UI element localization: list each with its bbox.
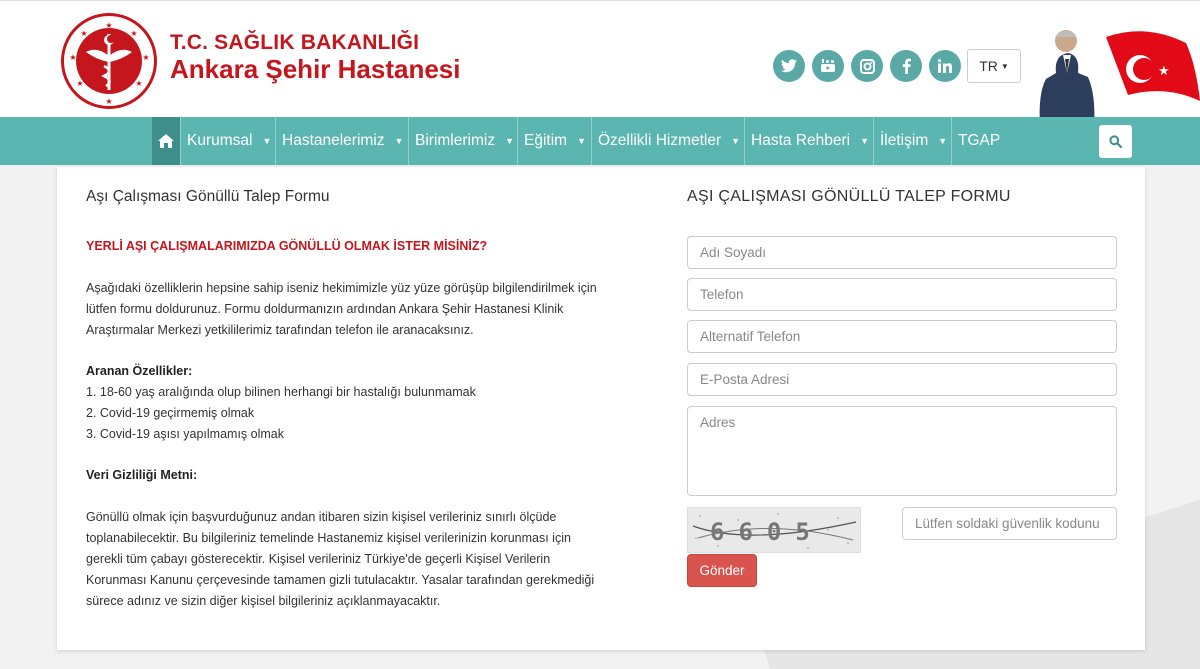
nav-item-label: İletişim	[880, 132, 929, 149]
captcha-field[interactable]	[902, 507, 1117, 540]
svg-text:★: ★	[105, 97, 113, 106]
twitter-icon[interactable]	[773, 50, 805, 82]
page-title: Aşı Çalışması Gönüllü Talep Formu	[86, 188, 330, 205]
nav-item-kurumsal[interactable]	[180, 117, 277, 165]
ministry-emblem-icon	[64, 16, 160, 112]
alt-phone-field[interactable]	[687, 320, 1117, 353]
svg-text:★: ★	[105, 21, 113, 30]
criteria-item: 3. Covid-19 aşısı yapılmamış olmak	[86, 427, 284, 441]
intro-paragraph	[86, 278, 616, 341]
search-button[interactable]	[1099, 125, 1132, 158]
criteria-item: 1. 18-60 yaş aralığında olup bilinen herhangi bir hastalığı bulunmamak	[86, 385, 476, 399]
svg-text:★: ★	[76, 79, 84, 88]
main-navigation	[0, 117, 1200, 165]
chevron-down-icon: ▼	[394, 136, 404, 146]
chevron-down-icon: ▼	[860, 136, 869, 146]
form-title: AŞI ÇALIŞMASI GÖNÜLLÜ TALEP FORMU	[687, 188, 1011, 205]
privacy-line: Gönüllü olmak için başvurduğunuz andan itibaren sizin kişisel verileriniz sınırlı ölçüde	[86, 510, 557, 524]
svg-text:★: ★	[142, 53, 150, 62]
nav-item-label: Birimlerimiz	[415, 132, 496, 149]
nav-item-hastanelerimiz[interactable]	[275, 117, 409, 165]
search-icon	[1109, 135, 1122, 148]
privacy-paragraph	[86, 507, 616, 612]
privacy-line: toplanabilecektir. Bu bilgileriniz temelinde Hastanemiz kişisel verilerinizin korunması için	[86, 531, 571, 545]
privacy-line: gerekli tüm çabayı gösterecektir. Kişisel verileriniz Türkiye'de geçerli Kişisel Verilerin	[86, 552, 551, 566]
criteria-heading: Aranan Özellikler:	[86, 364, 193, 378]
privacy-line: sürece adınız ve sizin diğer kişisel bilgileriniz açıklanmayacaktır.	[86, 594, 441, 608]
svg-text:★: ★	[80, 29, 88, 38]
name-field[interactable]	[687, 236, 1117, 269]
nav-item-hasta-rehberi[interactable]	[744, 117, 875, 165]
linkedin-icon[interactable]	[929, 50, 961, 82]
nav-item-egitim[interactable]	[517, 117, 592, 165]
facebook-icon[interactable]	[890, 50, 922, 82]
nav-item-iletisim[interactable]	[873, 117, 953, 165]
intro-line: lütfen formu doldurunuz. Formu doldurmanızın ardından Ankara Şehir Hastanesi Klinik	[86, 302, 564, 316]
nav-item-ozellikli-hizmetler[interactable]	[591, 117, 746, 165]
nav-item-label: Hastanelerimiz	[282, 132, 385, 149]
privacy-heading: Veri Gizliliği Metni:	[86, 468, 198, 482]
home-icon[interactable]	[152, 117, 180, 165]
svg-text:★: ★	[1158, 64, 1170, 79]
chevron-down-icon: ▼	[505, 136, 514, 146]
email-field[interactable]	[687, 363, 1117, 396]
chevron-down-icon: ▼	[262, 136, 272, 146]
nav-item-birimlerimiz[interactable]	[408, 117, 520, 165]
language-selector[interactable]	[967, 49, 1021, 83]
header	[0, 0, 1200, 117]
nav-item-label: Kurumsal	[187, 132, 253, 149]
phone-field[interactable]	[687, 278, 1117, 311]
chevron-down-icon: ▼	[577, 136, 586, 146]
captcha-code: 6605	[710, 518, 824, 546]
svg-text:★: ★	[135, 79, 143, 88]
address-field[interactable]	[687, 406, 1117, 496]
brand-hospital-name: Ankara Şehir Hastanesi	[170, 54, 461, 84]
ataturk-flag-image	[1036, 15, 1200, 127]
chevron-down-icon: ▼	[1000, 61, 1009, 71]
submit-button[interactable]: Gönder	[687, 554, 757, 587]
privacy-line: Korunması Kanunu çerçevesinde tamamen gizli tutulacaktır. Yasalar tarafından gerekmediği	[86, 573, 595, 587]
svg-text:★: ★	[69, 53, 77, 62]
svg-text:★: ★	[130, 29, 138, 38]
nav-item-label: Eğitim	[524, 132, 568, 149]
brand-ministry-name: T.C. SAĞLIK BAKANLIĞI	[170, 31, 420, 54]
nav-item-tgap[interactable]	[951, 117, 1006, 165]
captcha-image	[687, 507, 861, 553]
nav-item-label: TGAP	[958, 132, 1001, 149]
criteria-item: 2. Covid-19 geçirmemiş olmak	[86, 406, 255, 420]
volunteer-question: YERLİ AŞI ÇALIŞMALARIMIZDA GÖNÜLLÜ OLMAK İSTER MİSİNİZ?	[86, 239, 488, 253]
nav-item-label: Hasta Rehberi	[751, 132, 851, 149]
intro-line: Araştırmalar Merkezi yetkililerimiz tarafından telefon ile aranacaksınız.	[86, 323, 474, 337]
chevron-down-icon: ▼	[731, 136, 741, 146]
ministry-logo[interactable]	[61, 13, 157, 109]
youtube-icon[interactable]	[812, 50, 844, 82]
instagram-icon[interactable]	[851, 50, 883, 82]
intro-line: Aşağıdaki özelliklerin hepsine sahip iseniz hekimimizle yüz yüze görüşüp bilgilendirilmek için	[86, 281, 597, 295]
language-label: TR	[979, 58, 998, 74]
nav-item-label: Özellikli Hizmetler	[598, 132, 722, 149]
chevron-down-icon: ▼	[938, 136, 948, 146]
content-card	[57, 167, 1145, 650]
